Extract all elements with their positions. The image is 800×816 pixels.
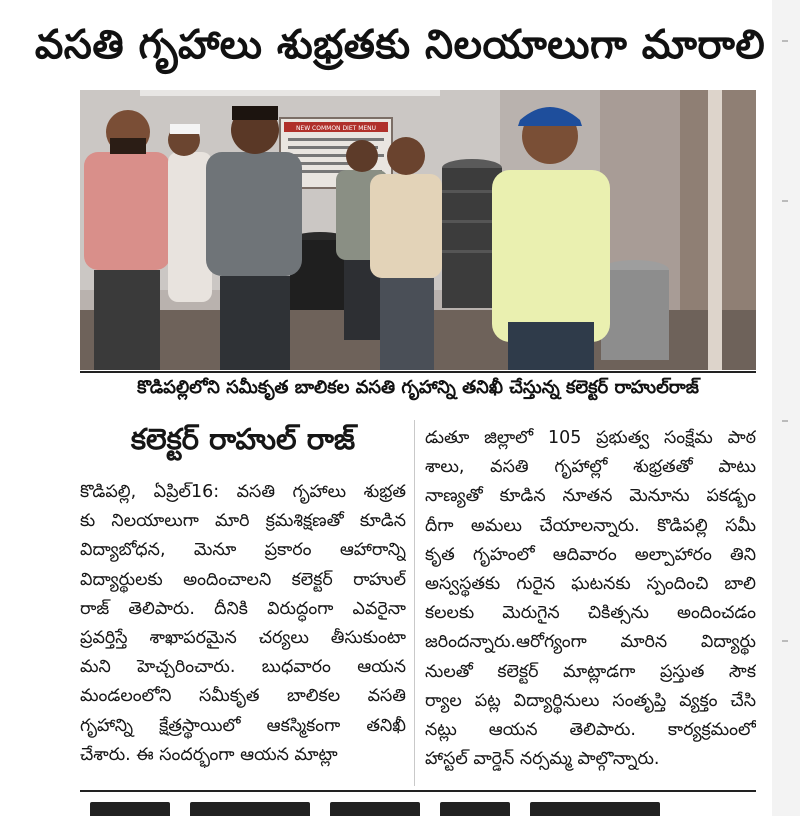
- body-line: కలలకు మెరుగైన చికిత్సను అందించడం: [425, 603, 756, 624]
- body-line: విద్యాబోధన, మెనూ ప్రకారం ఆహారాన్ని: [80, 540, 406, 561]
- inspection-photo-illustration: [80, 90, 756, 370]
- body-line: నాణ్యతో కూడిన నూతన మెనూను పకడ్బం: [425, 486, 756, 507]
- body-line: ర్యాల పట్ల విద్యార్థినులు సంతృప్తి వ్యక్తం చేసి: [425, 690, 756, 711]
- body-line: డుతూ జిల్లాలో 105 ప్రభుత్వ సంక్షేమ పాఠ: [425, 428, 756, 448]
- body-line: నట్లు ఆయన తెలిపారు. కార్యక్రమంలో: [425, 719, 756, 740]
- body-line: కృత గృహంలో ఆదివారం అల్పాహారం తిని: [425, 544, 756, 565]
- caption-rule: [80, 371, 756, 373]
- body-line: గృహాన్ని క్షేత్రస్థాయిలో ఆకస్మికంగా తనిఖీ: [80, 715, 406, 736]
- next-article-cropped-headline: [80, 798, 756, 816]
- body-line: విద్యార్థులకు అందించాలని కలెక్టర్ రాహుల్: [80, 569, 406, 590]
- body-line: నులతో కలెక్టర్ మాట్లాడగా ప్రస్తుత సౌక: [425, 661, 756, 682]
- body-line: కు నిలయాలుగా మారి క్రమశిక్షణతో కూడిన: [80, 511, 406, 532]
- article-column-left: [80, 418, 406, 770]
- news-photo: [80, 90, 756, 370]
- column-divider: [414, 420, 415, 786]
- body-line: జరిందన్నారు.ఆరోగ్యంగా మారిన విద్యార్థు: [425, 632, 756, 653]
- body-line: మని హెచ్చరించారు. బుధవారం ఆయన: [80, 657, 406, 678]
- headline: వసతి గృహాలు శుభ్రతకు నిలయాలుగా మారాలి: [34, 22, 766, 68]
- footer-rule: [80, 790, 756, 792]
- body-line: రాజ్ తెలిపారు. దీనికి విరుద్ధంగా ఎవరైనా: [80, 598, 406, 619]
- body-line: కొడిపల్లి, ఏప్రిల్16: వసతి గృహాలు శుభ్రత: [80, 482, 406, 502]
- photo-caption: కొడిపల్లిలోని సమీకృత బాలికల వసతి గృహాన్ని తనిఖీ చేస్తున్న కలెక్టర్ రాహుల్‌రాజ్: [137, 377, 699, 398]
- article-body-left: [80, 478, 406, 770]
- body-line: ప్రవర్తిస్తే శాఖాపరమైన చర్యలు తీసుకుంటా: [80, 627, 406, 648]
- body-line: అస్వస్థతకు గురైన ఘటనకు స్పందించి బాలి: [425, 573, 756, 594]
- body-line: దీగా అమలు చేయాలన్నారు. కొడిపల్లి సమీ: [425, 515, 756, 536]
- body-line: శాలు, వసతి గృహాల్లో శుభ్రతతో పాటు: [425, 457, 756, 478]
- article-column-right: [425, 424, 756, 774]
- article-subhead: కలెక్టర్ రాహుల్ రాజ్: [130, 422, 356, 456]
- article-body-right: [425, 424, 756, 774]
- page-edge-margin: [772, 0, 800, 816]
- body-line: మండలంలోని సమీకృత బాలికల వసతి: [80, 686, 406, 707]
- body-line: హాస్టల్ వార్డెన్ నర్సమ్మ పాల్గొన్నారు.: [425, 749, 660, 770]
- notice-banner-text: NEW COMMON DIET MENU: [295, 125, 377, 132]
- body-line: చేశారు. ఈ సందర్భంగా ఆయన మాట్లా: [80, 744, 338, 765]
